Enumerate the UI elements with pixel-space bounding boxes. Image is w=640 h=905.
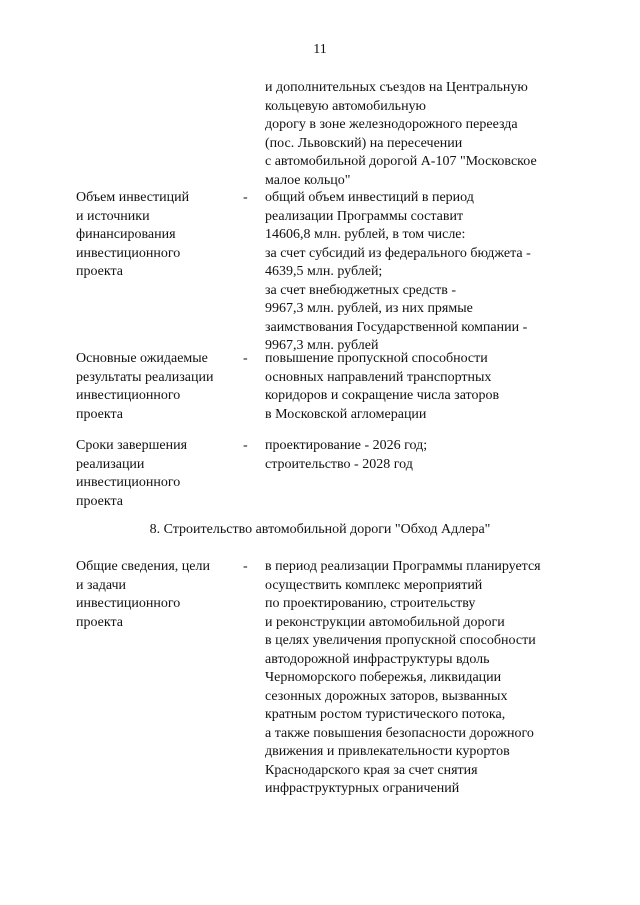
value-line: заимствования Государственной компании - <box>265 319 528 335</box>
label-line: инвестиционного <box>76 388 181 403</box>
label-line: инвестиционного <box>76 596 181 611</box>
text-line: малое кольцо" <box>265 172 351 188</box>
value-line: в период реализации Программы планируется <box>265 559 541 574</box>
row-value <box>265 189 610 356</box>
label-line: инвестиционного <box>76 475 181 490</box>
label-line: результаты реализации <box>76 369 214 385</box>
value-line: 4639,5 млн. рублей; <box>265 264 383 279</box>
row-label <box>76 350 236 424</box>
label-line: Объем инвестиций <box>76 190 190 205</box>
value-line: движения и привлекательности курортов <box>265 744 510 759</box>
row-dash: - <box>243 351 248 366</box>
value-line: автодорожной инфраструктуры вдоль <box>265 651 490 667</box>
label-line: проекта <box>76 493 123 509</box>
row-dash: - <box>243 559 248 574</box>
row-label <box>76 437 236 511</box>
value-line: кратным ростом туристического потока, <box>265 707 506 722</box>
label-line: проекта <box>76 406 123 422</box>
label-line: и задачи <box>76 577 127 593</box>
value-line: 9967,3 млн. рублей, из них прямые <box>265 301 473 316</box>
value-line: 14606,8 млн. рублей, в том числе: <box>265 227 466 242</box>
text-line: кольцевую автомобильную <box>265 98 427 114</box>
page-number: 11 <box>313 42 327 57</box>
row-label <box>76 558 236 632</box>
row-label <box>76 189 236 282</box>
value-line: общий объем инвестиций в период <box>265 190 474 205</box>
value-line: а также повышения безопасности дорожного <box>265 725 534 741</box>
row-value <box>265 437 610 474</box>
value-line: в целях увеличения пропускной способности <box>265 633 536 648</box>
value-line: 9967,3 млн. рублей <box>265 338 379 353</box>
label-line: Основные ожидаемые <box>76 351 208 366</box>
value-line: осуществить комплекс мероприятий <box>265 577 483 593</box>
value-line: проектирование - 2026 год; <box>265 438 428 453</box>
text-line: (пос. Львовский) на пересечении <box>265 135 463 151</box>
value-line: за счет субсидий из федерального бюджета - <box>265 245 531 261</box>
value-line: и реконструкции автомобильной дороги <box>265 614 505 630</box>
text-line: дорогу в зоне железнодорожного переезда <box>265 117 518 132</box>
label-line: проекта <box>76 614 123 630</box>
row-dash: - <box>243 438 248 453</box>
text-line: и дополнительных съездов на Центральную <box>265 80 528 95</box>
value-line: Черноморского побережья, ликвидации <box>265 670 502 685</box>
value-line: строительство - 2028 год <box>265 456 413 472</box>
value-line: по проектированию, строительству <box>265 596 476 611</box>
value-line: коридоров и сокращение числа заторов <box>265 388 500 403</box>
value-line: реализации Программы составит <box>265 208 464 224</box>
row-value <box>265 350 610 424</box>
text-line: с автомобильной дорогой А-107 "Московское <box>265 154 537 169</box>
value-line: сезонных дорожных заторов, вызванных <box>265 688 508 704</box>
value-line: за счет внебюджетных средств - <box>265 282 457 298</box>
row-dash: - <box>243 190 248 205</box>
section-title: 8. Строительство автомобильной дороги "Обход Адлера" <box>149 522 491 537</box>
value-line: Краснодарского края за счет снятия <box>265 762 478 778</box>
label-line: инвестиционного <box>76 245 181 261</box>
label-line: финансирования <box>76 227 176 242</box>
label-line: и источники <box>76 208 150 224</box>
value-line: повышение пропускной способности <box>265 351 488 366</box>
value-line: основных направлений транспортных <box>265 369 492 385</box>
label-line: реализации <box>76 456 145 472</box>
value-line: инфраструктурных ограничений <box>265 781 460 796</box>
row-value <box>265 558 610 799</box>
label-line: Сроки завершения <box>76 438 188 453</box>
label-line: Общие сведения, цели <box>76 559 210 574</box>
value-line: в Московской агломерации <box>265 406 427 422</box>
continuation-text <box>265 79 610 190</box>
label-line: проекта <box>76 264 123 279</box>
